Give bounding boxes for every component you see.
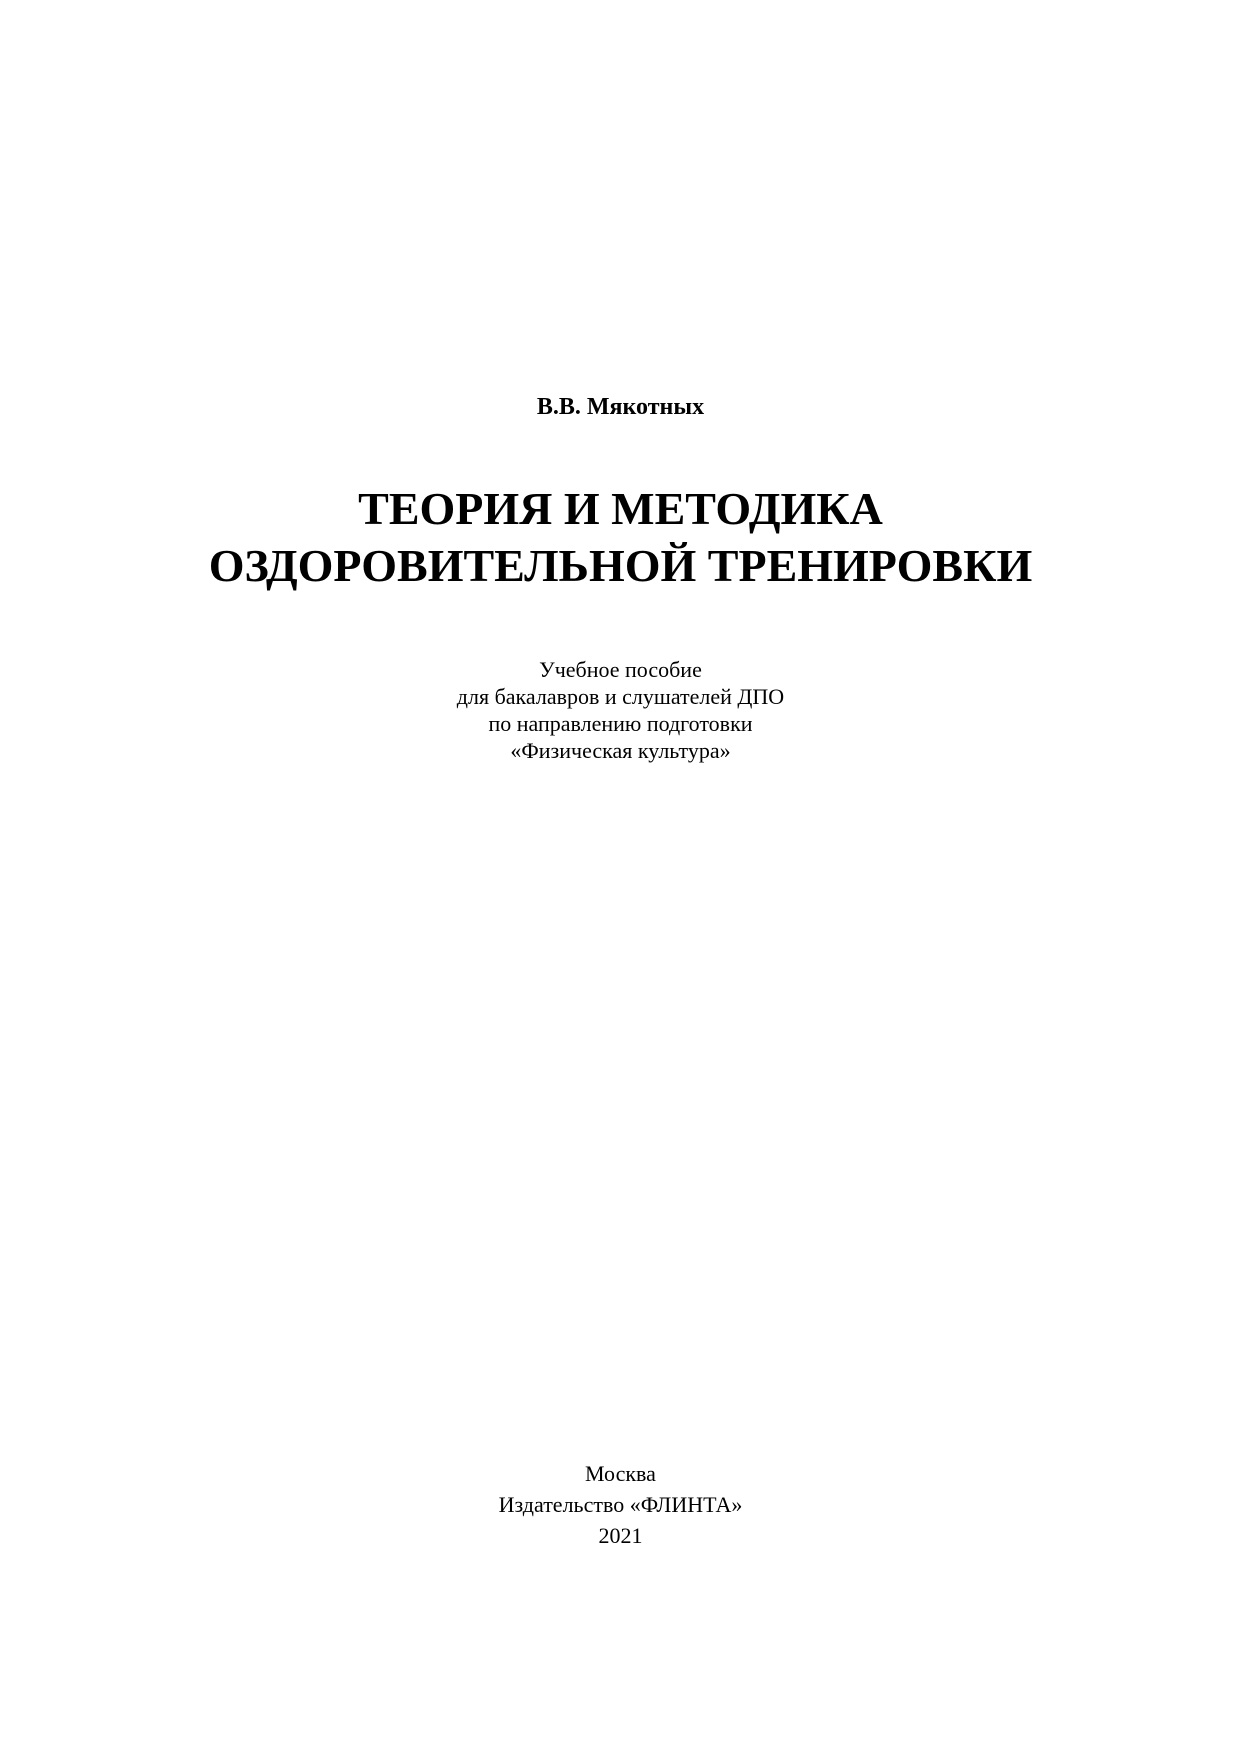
subtitle-line-3: по направлению подготовки: [488, 711, 753, 736]
imprint-publisher: Издательство «ФЛИНТА»: [498, 1492, 743, 1517]
imprint: [0, 1458, 1241, 1551]
imprint-city: Москва: [585, 1461, 656, 1486]
book-title: [0, 480, 1241, 594]
imprint-year: 2021: [598, 1523, 643, 1548]
subtitle-line-1: Учебное пособие: [539, 657, 702, 682]
book-subtitle: [0, 656, 1241, 764]
subtitle-line-4: «Физическая культура»: [510, 738, 731, 763]
author-name: В.В. Мякотных: [536, 394, 705, 420]
subtitle-line-2: для бакалавров и слушателей ДПО: [456, 684, 785, 709]
book-title-line-1: ТЕОРИЯ И МЕТОДИКА: [358, 483, 883, 534]
book-title-line-2: ОЗДОРОВИТЕЛЬНОЙ ТРЕНИРОВКИ: [208, 540, 1033, 591]
